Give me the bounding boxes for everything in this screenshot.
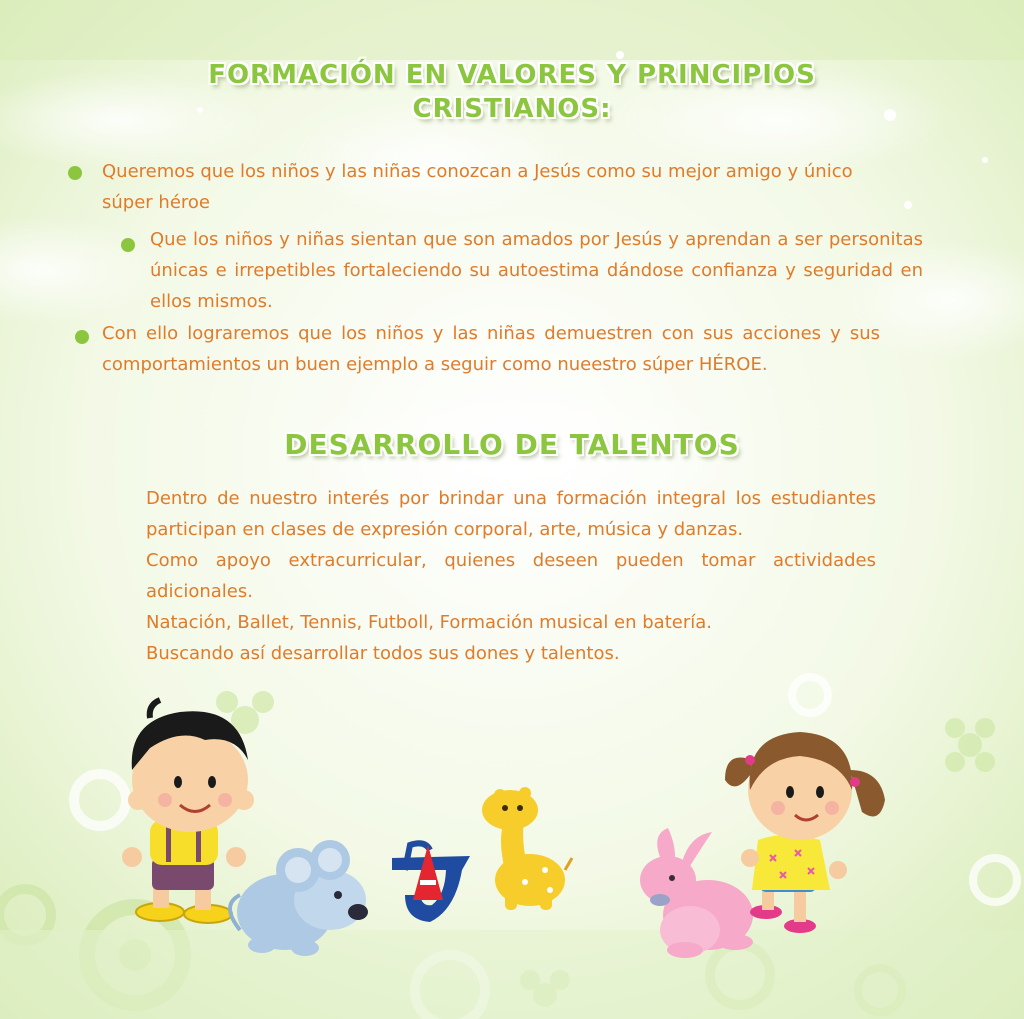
- bullet-text-3: Con ello lograremos que los niños y las niñas demuestren con sus acciones y sus comportamientos un buen ejemplo a seguir como nueestro súper HÉROE.: [102, 323, 880, 375]
- talentos-paragraph-4: Buscando así desarrollar todos sus dones y talentos.: [146, 643, 620, 664]
- section-title-line-2: CRISTIANOS:: [412, 94, 612, 124]
- section-title-talentos: DESARROLLO DE TALENTOS: [284, 428, 740, 461]
- bullet-icon: [75, 330, 89, 344]
- bullet-text-1: Queremos que los niños y las niñas conozcan a Jesús como su mejor amigo y único súper héroe: [102, 161, 853, 213]
- talentos-body: [146, 483, 876, 669]
- talentos-paragraph-2: Como apoyo extracurricular, quienes deseen pueden tomar actividades adicionales.: [146, 550, 876, 602]
- talentos-paragraph-3: Natación, Ballet, Tennis, Futboll, Formación musical en batería.: [146, 612, 712, 633]
- bullet-text-2: Que los niños y niñas sientan que son amados por Jesús y aprendan a ser personitas únicas e irrepetibles fortaleciendo su autoestima dándose confianza y seguridad en ellos mismos.: [150, 229, 923, 312]
- talentos-paragraph-1: Dentro de nuestro interés por brindar una formación integral los estudiantes participan en clases de expresión corporal, arte, música y danzas.: [146, 488, 876, 540]
- section-title-line-1: FORMACIÓN EN VALORES Y PRINCIPIOS: [208, 60, 816, 90]
- section-title-valores: [0, 58, 1024, 126]
- bullet-icon: [68, 166, 82, 180]
- bullet-icon: [121, 238, 135, 252]
